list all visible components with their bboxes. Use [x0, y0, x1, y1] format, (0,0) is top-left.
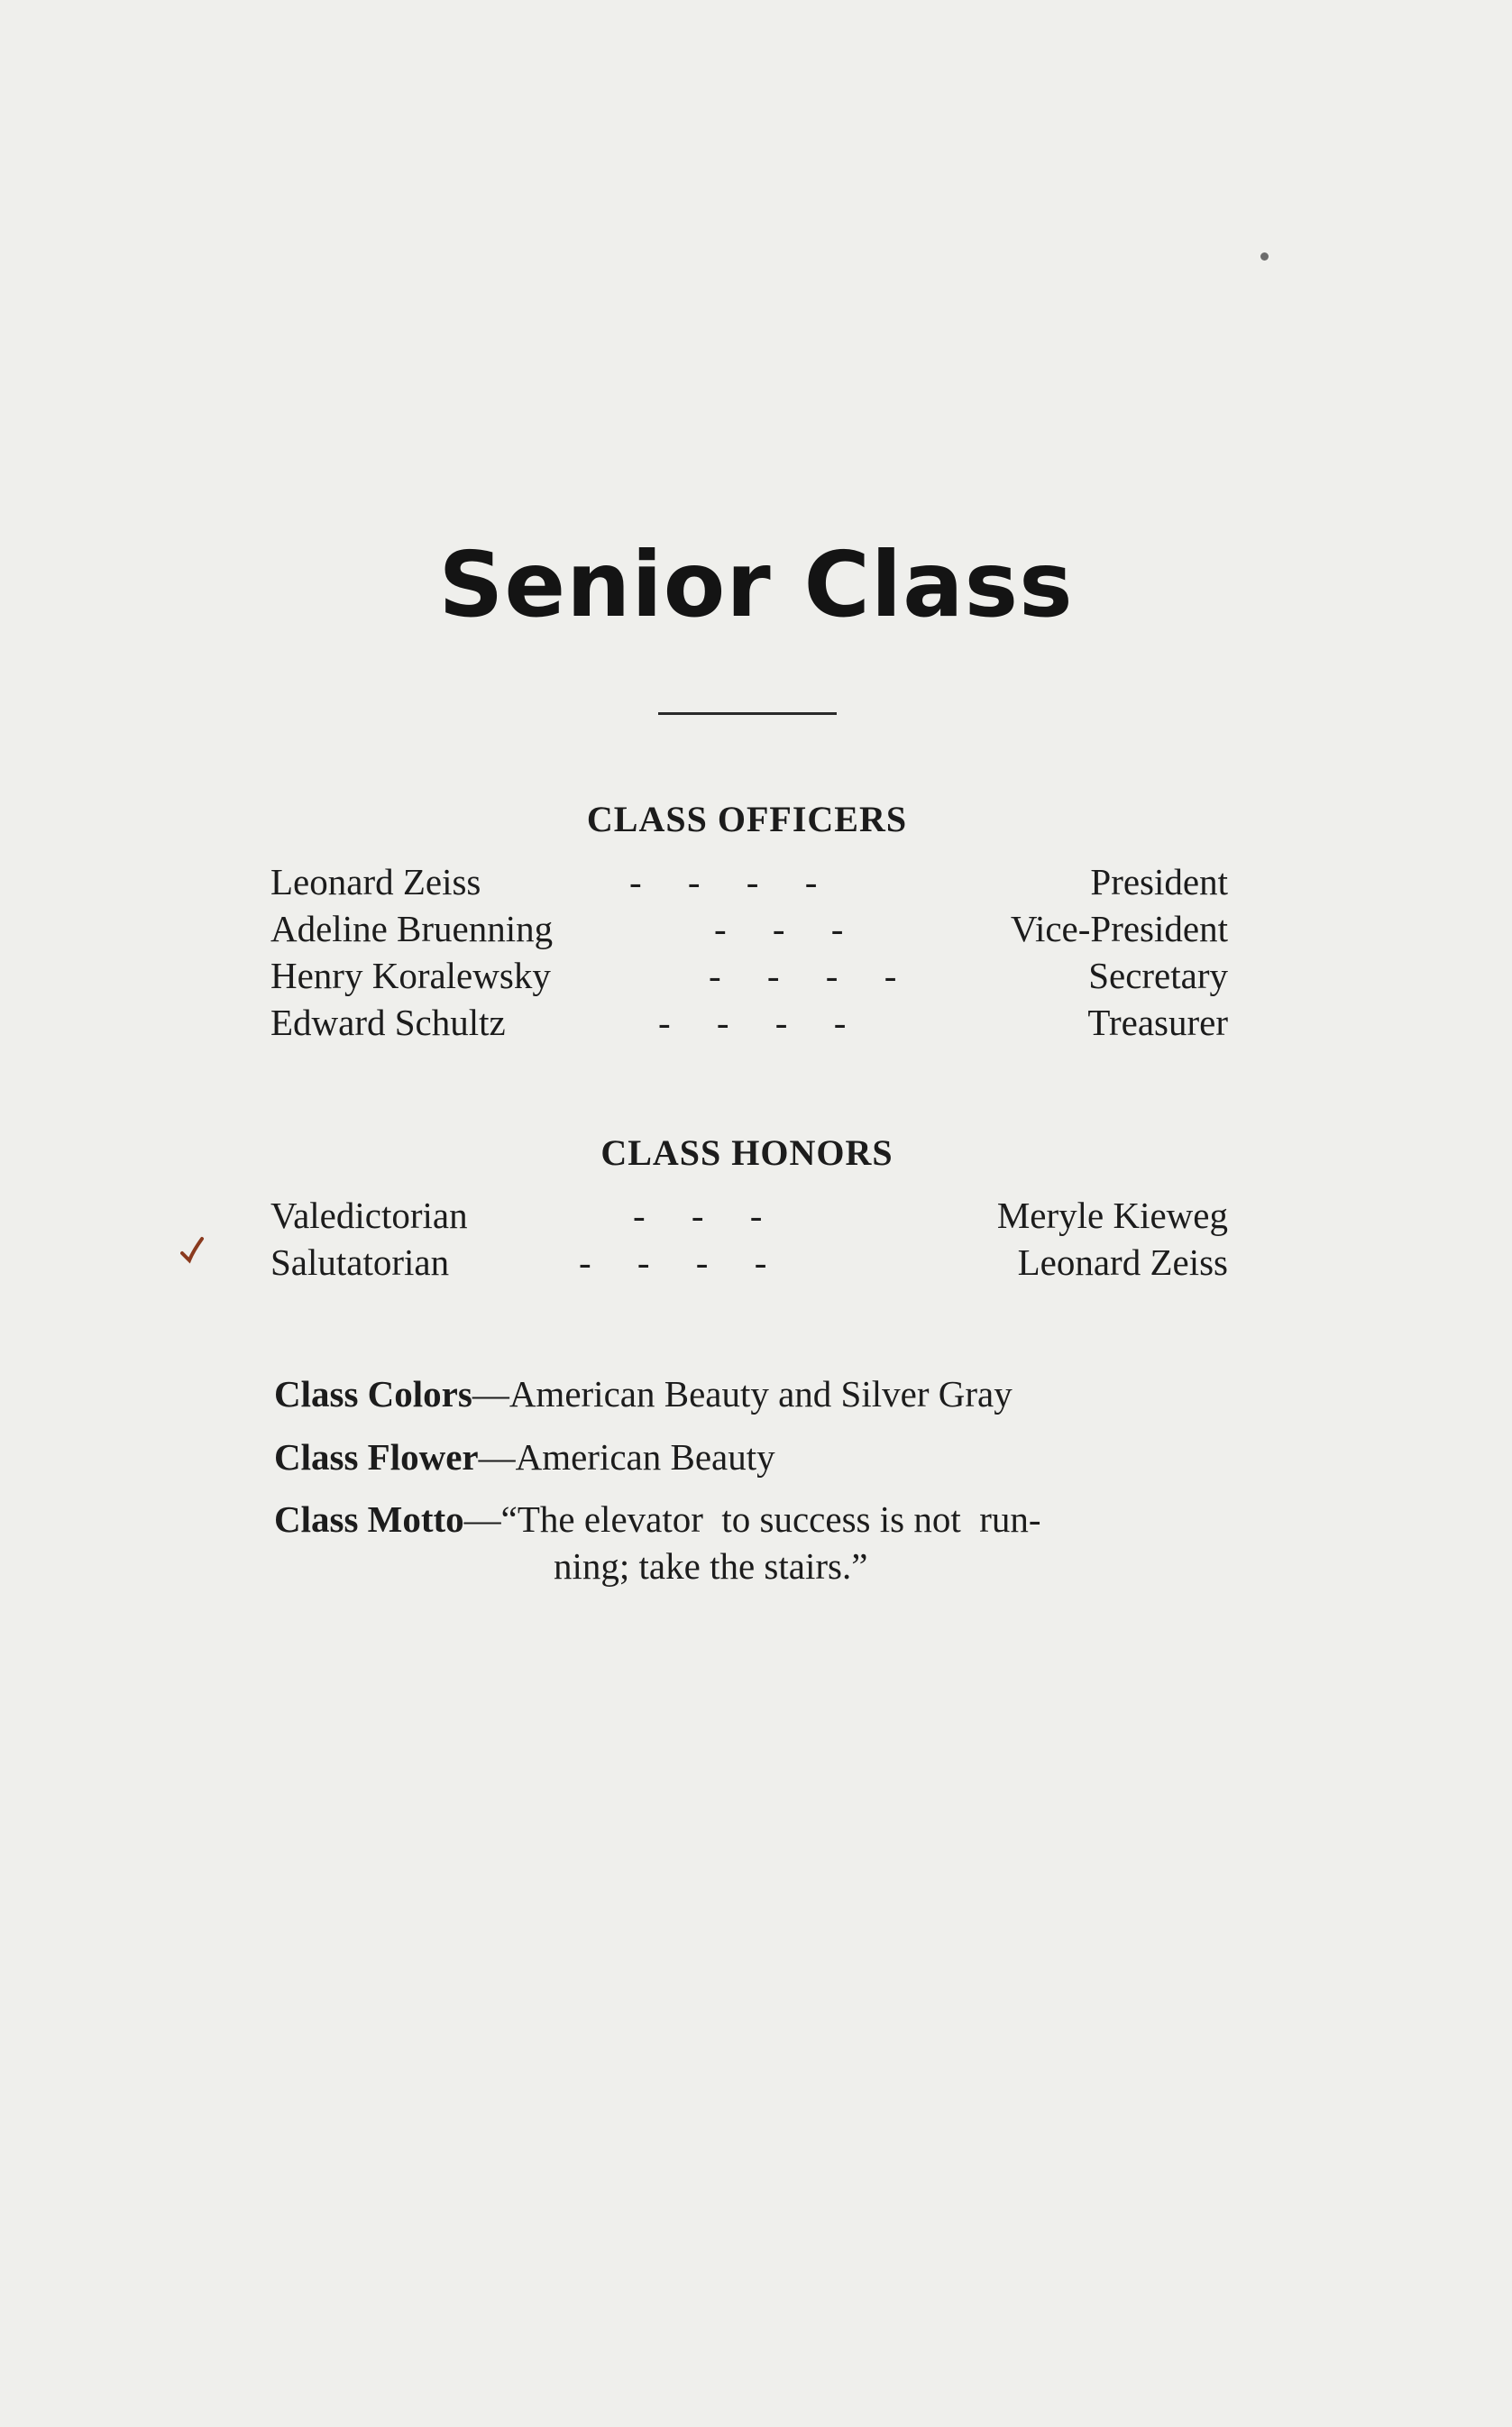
class-motto — [274, 1496, 1041, 1543]
officer-row — [270, 999, 1228, 1046]
leader-dashes: - - - - — [709, 955, 897, 996]
leader-dashes: - - - - — [579, 1241, 767, 1283]
honor-name: Meryle Kieweg — [996, 1195, 1228, 1236]
leader-dashes: - - - — [633, 1195, 763, 1236]
class-colors — [274, 1370, 1013, 1417]
honor-row — [270, 1239, 1228, 1286]
officer-name: Leonard Zeiss — [270, 861, 481, 902]
class-motto-continuation: ning; take the stairs.” — [554, 1545, 868, 1587]
class-colors-value: —American Beauty and Silver Gray — [472, 1373, 1013, 1415]
paper-speck — [1260, 252, 1269, 261]
officers-heading: CLASS OFFICERS — [586, 799, 908, 839]
leader-dashes: - - - — [714, 908, 844, 949]
class-motto-value: —“The elevator to success is not run- — [463, 1498, 1041, 1540]
class-motto-label: Class Motto — [274, 1498, 464, 1540]
page-title: Senior Class — [438, 532, 1074, 637]
officer-row — [270, 858, 1228, 905]
officer-row — [270, 905, 1228, 952]
officer-name: Henry Koralewsky — [270, 955, 551, 996]
leader-dashes: - - - - — [629, 861, 818, 902]
class-flower — [274, 1433, 775, 1480]
honor-title: Valedictorian — [270, 1195, 468, 1236]
officer-role: Secretary — [1088, 955, 1228, 996]
check-mark-icon — [180, 1233, 207, 1269]
officer-role: Vice-President — [1010, 908, 1228, 949]
officer-name: Edward Schultz — [270, 1002, 506, 1043]
honor-row — [270, 1192, 1228, 1239]
officer-role: Treasurer — [1087, 1002, 1228, 1043]
honor-title: Salutatorian — [270, 1241, 450, 1283]
honors-heading: CLASS HONORS — [600, 1132, 893, 1173]
officer-name: Adeline Bruenning — [270, 908, 554, 949]
leader-dashes: - - - - — [658, 1002, 847, 1043]
class-colors-label: Class Colors — [274, 1373, 472, 1415]
class-flower-value: —American Beauty — [478, 1436, 775, 1478]
officer-row — [270, 952, 1228, 999]
officer-role: President — [1090, 861, 1228, 902]
class-flower-label: Class Flower — [274, 1436, 479, 1478]
title-divider — [658, 712, 837, 715]
honor-name: Leonard Zeiss — [1017, 1241, 1228, 1283]
